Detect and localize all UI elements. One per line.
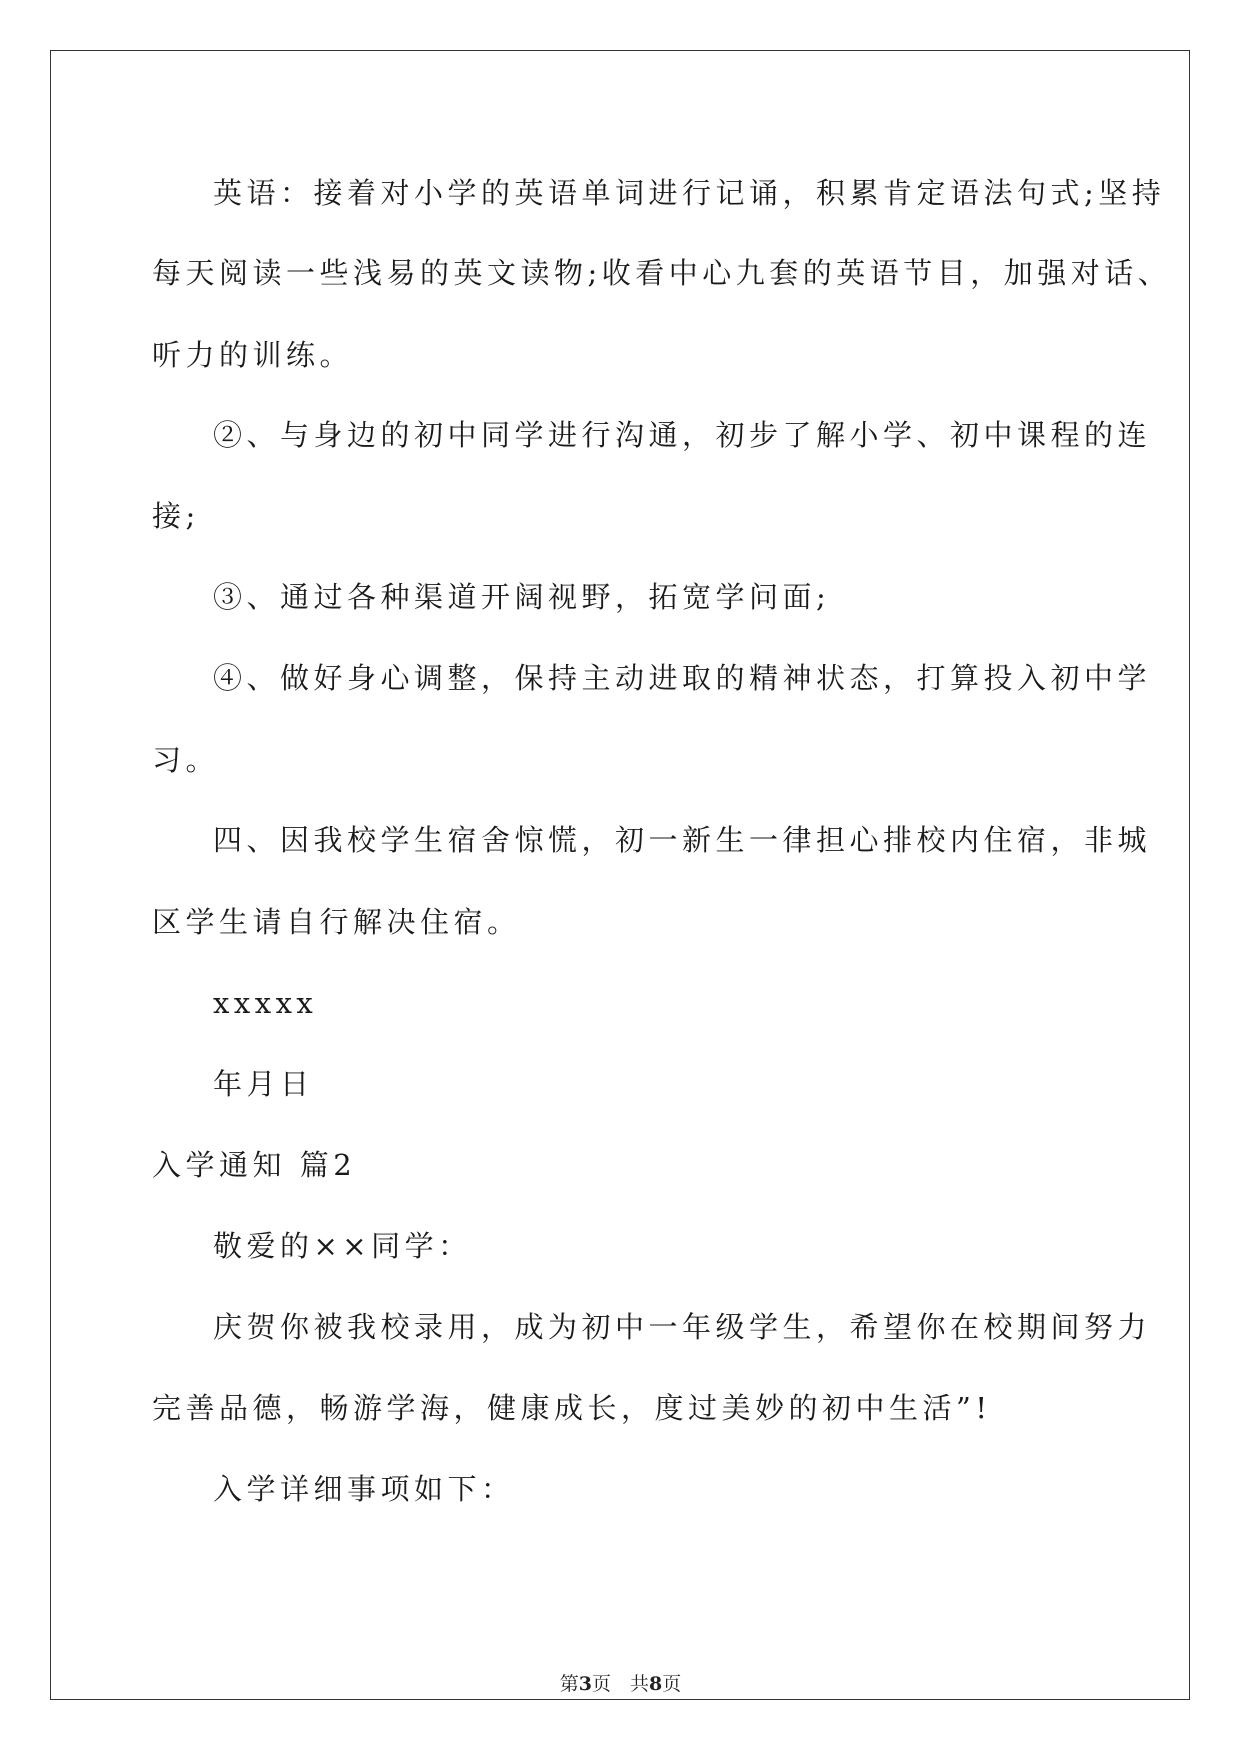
paragraph-line: ③、通过各种渠道开阔视野，拓宽学问面; (213, 580, 831, 614)
footer-prefix: 第 (559, 1673, 579, 1695)
page-footer (0, 1672, 1241, 1696)
footer-middle: 页 共 (591, 1673, 649, 1695)
total-pages-number: 8 (649, 1673, 663, 1695)
section-heading: 入学通知 篇2 (152, 1148, 357, 1182)
paragraph-line: ④、做好身心调整，保持主动进取的精神状态，打算投入初中学 (213, 661, 1152, 695)
paragraph-line: 四、因我校学生宿舍惊慌，初一新生一律担心排校内住宿，非城 (213, 823, 1152, 857)
paragraph-line: 区学生请自行解决住宿。 (152, 905, 521, 939)
paragraph-line: 接; (152, 499, 200, 533)
page-border (50, 50, 1190, 1700)
footer-suffix: 页 (662, 1673, 682, 1695)
paragraph-line: 完善品德，畅游学海，健康成长，度过美妙的初中生活”! (152, 1391, 992, 1425)
paragraph-line: 听力的训练。 (152, 338, 354, 372)
paragraph-line: 英语：接着对小学的英语单词进行记诵，积累肯定语法句式;坚持 (213, 176, 1166, 210)
current-page-number: 3 (578, 1673, 592, 1695)
signature-line: xxxxx (213, 986, 318, 1020)
paragraph-line: 每天阅读一些浅易的英文读物;收看中心九套的英语节目，加强对话、 (152, 256, 1172, 290)
paragraph-line: 习。 (152, 743, 220, 777)
paragraph-line: 庆贺你被我校录用，成为初中一年级学生，希望你在校期间努力 (213, 1310, 1152, 1344)
date-line: 年月日 (213, 1067, 314, 1101)
paragraph-line: ②、与身边的初中同学进行沟通，初步了解小学、初中课程的连 (213, 418, 1152, 452)
salutation-line: 敬爱的××同学： (213, 1229, 472, 1263)
paragraph-line: 入学详细事项如下： (213, 1472, 515, 1506)
